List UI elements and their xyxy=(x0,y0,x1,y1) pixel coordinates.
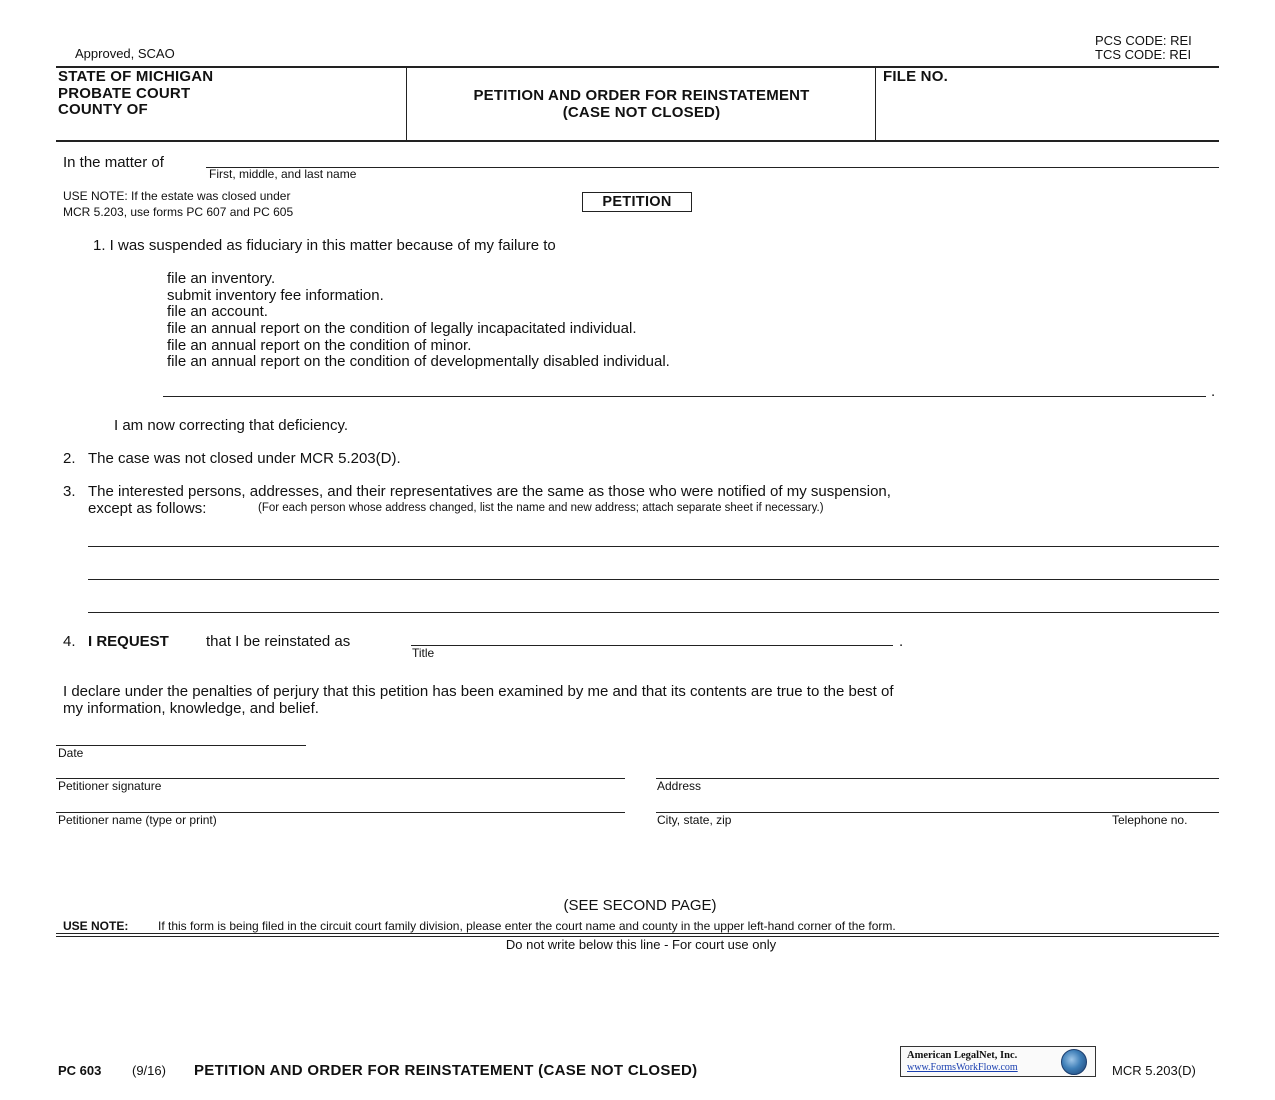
header-top-rule xyxy=(56,66,1219,68)
item4-text: that I be reinstated as xyxy=(206,633,351,650)
form-title-line1: PETITION AND ORDER FOR REINSTATEMENT xyxy=(473,87,810,104)
file-no-label: FILE NO. xyxy=(883,68,948,85)
header-divider-right xyxy=(875,67,876,140)
item1-option-account[interactable]: file an account. xyxy=(167,303,268,320)
item3-line1: The interested persons, addresses, and their representatives are the same as those who were notified of my suspension, xyxy=(88,483,891,500)
declaration-line2: my information, knowledge, and belief. xyxy=(63,700,319,717)
item1-other-period: . xyxy=(1211,383,1216,400)
address-label: Address xyxy=(657,779,702,793)
file-no-field[interactable] xyxy=(880,88,1215,136)
american-legalnet-logo[interactable] xyxy=(900,1046,1096,1077)
item4-title-line[interactable] xyxy=(411,645,893,646)
court-use-rule-1 xyxy=(56,933,1219,934)
form-title-line2: (CASE NOT CLOSED) xyxy=(562,104,721,121)
tcs-code: TCS CODE: REI xyxy=(1095,47,1192,62)
mcr-reference: MCR 5.203(D) xyxy=(1112,1063,1196,1078)
item2-number: 2. xyxy=(63,450,76,467)
city-state-zip-label: City, state, zip xyxy=(657,813,732,827)
use-note-bottom-label: USE NOTE: xyxy=(63,919,129,933)
logo-title: American LegalNet, Inc. xyxy=(907,1050,1018,1061)
item1-other-line[interactable] xyxy=(163,396,1206,397)
item1-option-fee-info[interactable]: submit inventory fee information. xyxy=(167,287,384,304)
item3-blank-line-2[interactable] xyxy=(88,579,1219,580)
use-note-bottom-text: If this form is being filed in the circuit court family division, please enter the court name and county in the upper left-hand corner of the form. xyxy=(158,919,896,933)
item1-text: 1. I was suspended as fiduciary in this matter because of my failure to xyxy=(93,237,556,254)
form-date: (9/16) xyxy=(132,1063,166,1078)
item1-option-incapacitated[interactable]: file an annual report on the condition of legally incapacitated individual. xyxy=(167,320,637,337)
court-line-probate: PROBATE COURT xyxy=(58,85,191,102)
pcs-code: PCS CODE: REI xyxy=(1095,33,1192,48)
item1-option-minor[interactable]: file an annual report on the condition of minor. xyxy=(167,337,472,354)
form-id: PC 603 xyxy=(58,1063,102,1078)
item4-request: I REQUEST xyxy=(88,633,169,650)
address-line[interactable] xyxy=(656,778,1219,779)
header-divider-left xyxy=(406,67,407,140)
item4-number: 4. xyxy=(63,633,76,650)
use-note-top-line2: MCR 5.203, use forms PC 607 and PC 605 xyxy=(63,205,294,219)
see-second-page: (SEE SECOND PAGE) xyxy=(563,897,717,914)
matter-label: In the matter of xyxy=(63,154,164,171)
item4-period: . xyxy=(899,633,904,650)
item3-line2: except as follows: xyxy=(88,500,207,517)
item1-option-disabled[interactable]: file an annual report on the condition of developmentally disabled individual. xyxy=(167,353,670,370)
date-line[interactable] xyxy=(56,745,306,746)
court-line-county: COUNTY OF xyxy=(58,101,148,118)
matter-name-caption: First, middle, and last name xyxy=(209,167,357,181)
item3-blank-line-1[interactable] xyxy=(88,546,1219,547)
footer-form-title: PETITION AND ORDER FOR REINSTATEMENT (CASE NOT CLOSED) xyxy=(194,1062,698,1079)
petitioner-name-label: Petitioner name (type or print) xyxy=(58,813,217,827)
item1-option-inventory[interactable]: file an inventory. xyxy=(167,270,276,287)
item2-text: The case was not closed under MCR 5.203(D). xyxy=(88,450,401,467)
globe-icon xyxy=(1061,1049,1087,1075)
court-line-state: STATE OF MICHIGAN xyxy=(58,68,214,85)
approved-label: Approved, SCAO xyxy=(75,46,175,61)
date-label: Date xyxy=(58,746,84,760)
declaration-line1: I declare under the penalties of perjury that this petition has been examined by me and that its contents are true to the best of xyxy=(63,683,894,700)
item4-title-caption: Title xyxy=(412,646,435,660)
petitioner-signature-label: Petitioner signature xyxy=(58,779,162,793)
use-note-top-line1: USE NOTE: If the estate was closed under xyxy=(63,189,291,203)
court-use-only: Do not write below this line - For court use only xyxy=(505,937,777,952)
petition-heading: PETITION xyxy=(582,192,692,212)
item3-number: 3. xyxy=(63,483,76,500)
item3-note: (For each person whose address changed, list the name and new address; attach separate sheet if necessary.) xyxy=(258,502,824,514)
logo-url[interactable]: www.FormsWorkFlow.com xyxy=(907,1062,1018,1073)
telephone-label: Telephone no. xyxy=(1112,813,1188,827)
item1-correcting: I am now correcting that deficiency. xyxy=(114,417,348,434)
item3-blank-line-3[interactable] xyxy=(88,612,1219,613)
matter-name-line[interactable] xyxy=(206,167,1219,168)
header-bottom-rule xyxy=(56,140,1219,142)
